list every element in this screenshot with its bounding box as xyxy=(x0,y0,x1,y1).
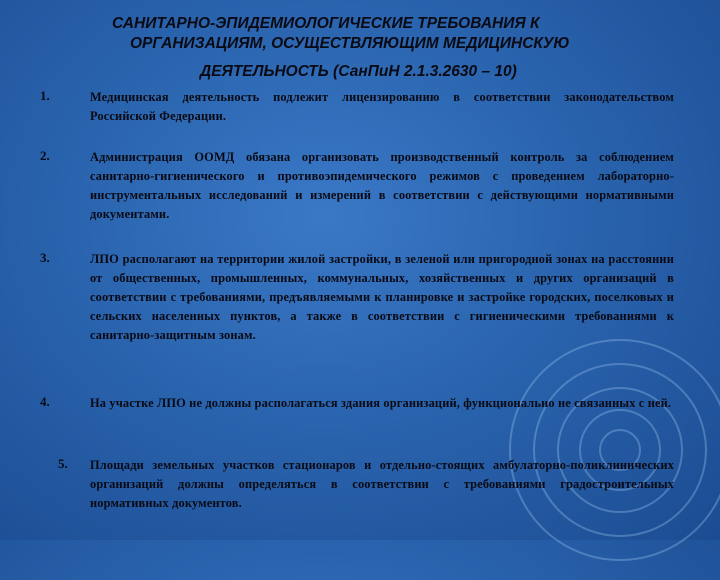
list-item-number: 2. xyxy=(40,148,50,163)
slide-title-line-3: ДЕЯТЕЛЬНОСТЬ (СанПиН 2.1.3.2630 – 10) xyxy=(200,63,517,80)
list-item-number: 1. xyxy=(40,88,50,103)
list-item-number: 4. xyxy=(40,394,50,409)
list-item-text: ЛПО располагают на территории жилой застройки, в зеленой или пригородной зонах на расстоянии от общественных, промышленных, коммунальных, хозяйственных и других организаций в соответствии с требованиями, предъявляемыми к планировке и застройке городских, поселковых и сельских населенных пунктов, а также в соответствии с гигиеническими требованиями к санитарно-защитным зонам. xyxy=(90,252,674,342)
list-item-number: 5. xyxy=(58,456,68,471)
slide-title-line-1: САНИТАРНО-ЭПИДЕМИОЛОГИЧЕСКИЕ ТРЕБОВАНИЯ К xyxy=(112,15,540,32)
list-item-text: Администрация ООМД обязана организовать производственный контроль за соблюдением санитарно-гигиенического и противоэпидемического режимов с проведением лабораторно-инструментальных исследований и измерений в соответствии с действующими нормативными документами. xyxy=(90,150,674,221)
water-ripple-decoration xyxy=(490,320,720,580)
list-item-number: 3. xyxy=(40,250,50,265)
slide-title-line-2: ОРГАНИЗАЦИЯМ, ОСУЩЕСТВЛЯЮЩИМ МЕДИЦИНСКУЮ xyxy=(130,35,570,52)
list-item-text: Медицинская деятельность подлежит лицензированию в соответствии законодательством Российской Федерации. xyxy=(90,90,674,123)
list-item-text: Площади земельных участков стационаров и отдельно-стоящих амбулаторно-поликлинических организаций должны определяться в соответствии с требованиями градостроительных нормативных документов. xyxy=(90,458,674,510)
list-item-text: На участке ЛПО не должны располагаться здания организаций, функционально не связанных с ней. xyxy=(90,396,672,410)
slide-title xyxy=(60,14,700,82)
